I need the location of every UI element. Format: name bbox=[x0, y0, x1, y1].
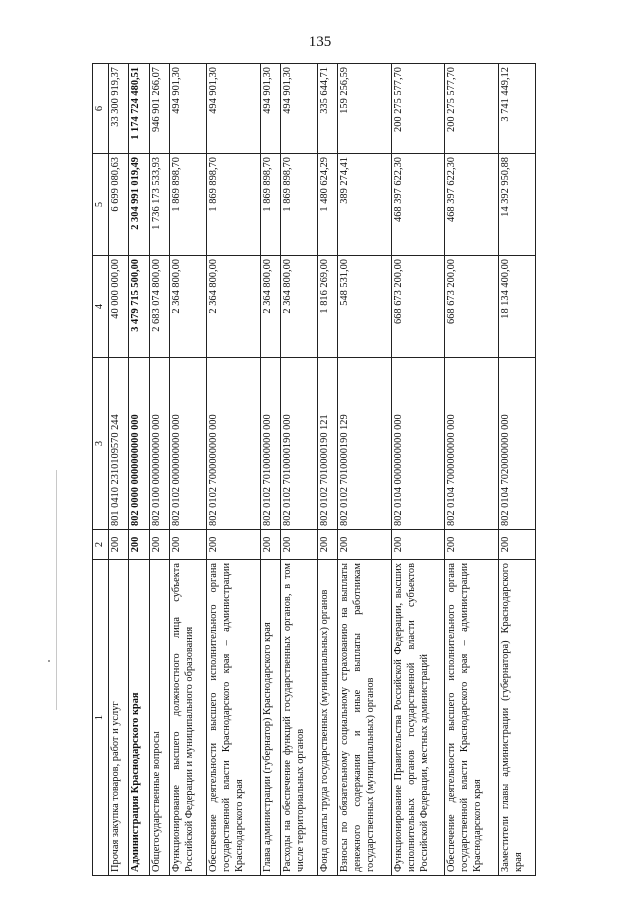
row-name: Взносы по обязательному социальному страхованию на выплаты денежного содержания и иные выплаты работникам государственных (муниципальных) органов bbox=[338, 560, 392, 876]
row-code: 802 0102 7010000190 121 bbox=[317, 358, 337, 530]
row-col4: 1 816 269,00 bbox=[317, 256, 337, 358]
row-col2: 200 bbox=[108, 530, 128, 560]
row-col4: 668 673 200,00 bbox=[391, 256, 445, 358]
row-code: 802 0100 0000000000 000 bbox=[149, 358, 169, 530]
page-number: 135 bbox=[308, 34, 332, 50]
row-col2: 200 bbox=[260, 530, 280, 560]
row-col6: 494 901,30 bbox=[170, 64, 207, 154]
row-col5: 1 869 898,70 bbox=[170, 154, 207, 256]
row-name: Функционирование высшего должностного лица субъекта Российской Федерации и муниципального образования bbox=[170, 560, 207, 876]
row-code: 801 0410 2310109570 244 bbox=[108, 358, 128, 530]
row-col5: 1 869 898,70 bbox=[207, 154, 261, 256]
table-row bbox=[149, 64, 169, 876]
row-col2: 200 bbox=[498, 530, 535, 560]
row-name: Обеспечение деятельности высшего исполнительного органа государственной власти Краснодарского края – администрации Краснодарского края bbox=[445, 560, 499, 876]
row-code: 802 0000 0000000000 000 bbox=[129, 358, 149, 530]
row-code: 802 0102 7010000000 000 bbox=[260, 358, 280, 530]
row-col4: 3 479 715 500,00 bbox=[129, 256, 149, 358]
scan-artifact bbox=[48, 660, 50, 662]
row-col4: 40 000 000,00 bbox=[108, 256, 128, 358]
row-col2: 200 bbox=[207, 530, 261, 560]
row-col5: 1 869 898,70 bbox=[260, 154, 280, 256]
table-row bbox=[391, 64, 445, 876]
column-header-6: 6 bbox=[93, 64, 109, 154]
table-row bbox=[170, 64, 207, 876]
row-code: 802 0104 7020000000 000 bbox=[498, 358, 535, 530]
row-code: 802 0104 7000000000 000 bbox=[445, 358, 499, 530]
row-name: Общегосударственные вопросы bbox=[149, 560, 169, 876]
row-col4: 668 673 200,00 bbox=[445, 256, 499, 358]
table-row bbox=[108, 64, 128, 876]
row-col5: 468 397 622,30 bbox=[391, 154, 445, 256]
row-col6: 200 275 577,70 bbox=[391, 64, 445, 154]
table-row bbox=[445, 64, 499, 876]
row-col4: 2 364 800,00 bbox=[281, 256, 318, 358]
table-row bbox=[260, 64, 280, 876]
row-code: 802 0102 0000000000 000 bbox=[170, 358, 207, 530]
column-header-1: 1 bbox=[93, 560, 109, 876]
header-row bbox=[93, 64, 109, 876]
row-col6: 335 644,71 bbox=[317, 64, 337, 154]
budget-table-rotated bbox=[92, 64, 536, 876]
row-col2: 200 bbox=[317, 530, 337, 560]
row-col4: 18 134 400,00 bbox=[498, 256, 535, 358]
row-col6: 494 901,30 bbox=[207, 64, 261, 154]
row-name: Заместители главы администрации (губернатора) Краснодарского края bbox=[498, 560, 535, 876]
row-code: 802 0102 7010000190 129 bbox=[338, 358, 392, 530]
row-col6: 33 300 919,37 bbox=[108, 64, 128, 154]
row-col4: 2 364 800,00 bbox=[170, 256, 207, 358]
table-row-bold bbox=[129, 64, 149, 876]
row-col6: 159 256,59 bbox=[338, 64, 392, 154]
row-col5: 2 304 991 019,49 bbox=[129, 154, 149, 256]
row-col2: 200 bbox=[281, 530, 318, 560]
row-code: 802 0104 0000000000 000 bbox=[391, 358, 445, 530]
row-col6: 200 275 577,70 bbox=[445, 64, 499, 154]
scan-artifact bbox=[56, 470, 57, 710]
row-col6: 3 741 449,12 bbox=[498, 64, 535, 154]
row-col6: 494 901,30 bbox=[260, 64, 280, 154]
row-col2: 200 bbox=[129, 530, 149, 560]
row-col2: 200 bbox=[391, 530, 445, 560]
row-col2: 200 bbox=[445, 530, 499, 560]
row-name: Администрация Краснодарского края bbox=[129, 560, 149, 876]
row-name: Глава администрации (губернатор) Краснодарского края bbox=[260, 560, 280, 876]
row-col6: 946 901 266,07 bbox=[149, 64, 169, 154]
row-col2: 200 bbox=[170, 530, 207, 560]
row-col4: 2 364 800,00 bbox=[260, 256, 280, 358]
row-col2: 200 bbox=[338, 530, 392, 560]
row-col5: 468 397 622,30 bbox=[445, 154, 499, 256]
row-code: 802 0102 7000000000 000 bbox=[207, 358, 261, 530]
row-col4: 548 531,00 bbox=[338, 256, 392, 358]
row-name: Фонд оплаты труда государственных (муниципальных) органов bbox=[317, 560, 337, 876]
row-name: Расходы на обеспечение функций государственных органов, в том числе территориальных органов bbox=[281, 560, 318, 876]
row-name: Функционирование Правительства Российской Федерации, высших исполнительных органов государственной власти субъектов Российской Федерации, местных администраций bbox=[391, 560, 445, 876]
table-row bbox=[281, 64, 318, 876]
column-header-4: 4 bbox=[93, 256, 109, 358]
column-header-2: 2 bbox=[93, 530, 109, 560]
column-header-3: 3 bbox=[93, 358, 109, 530]
row-code: 802 0102 7010000190 000 bbox=[281, 358, 318, 530]
row-col6: 494 901,30 bbox=[281, 64, 318, 154]
column-header-5: 5 bbox=[93, 154, 109, 256]
row-col4: 2 683 074 800,00 bbox=[149, 256, 169, 358]
row-col5: 389 274,41 bbox=[338, 154, 392, 256]
row-col6: 1 174 724 480,51 bbox=[129, 64, 149, 154]
row-col2: 200 bbox=[149, 530, 169, 560]
row-col5: 1 736 173 533,93 bbox=[149, 154, 169, 256]
table-row bbox=[207, 64, 261, 876]
budget-execution-table bbox=[92, 63, 536, 876]
table-row bbox=[498, 64, 535, 876]
row-name: Обеспечение деятельности высшего исполнительного органа государственной власти Краснодарского края – администрации Краснодарского края bbox=[207, 560, 261, 876]
row-name: Прочая закупка товаров, работ и услуг bbox=[108, 560, 128, 876]
row-col5: 1 869 898,70 bbox=[281, 154, 318, 256]
row-col5: 14 392 950,88 bbox=[498, 154, 535, 256]
row-col5: 1 480 624,29 bbox=[317, 154, 337, 256]
table-row bbox=[317, 64, 337, 876]
row-col4: 2 364 800,00 bbox=[207, 256, 261, 358]
row-col5: 6 699 080,63 bbox=[108, 154, 128, 256]
table-row bbox=[338, 64, 392, 876]
